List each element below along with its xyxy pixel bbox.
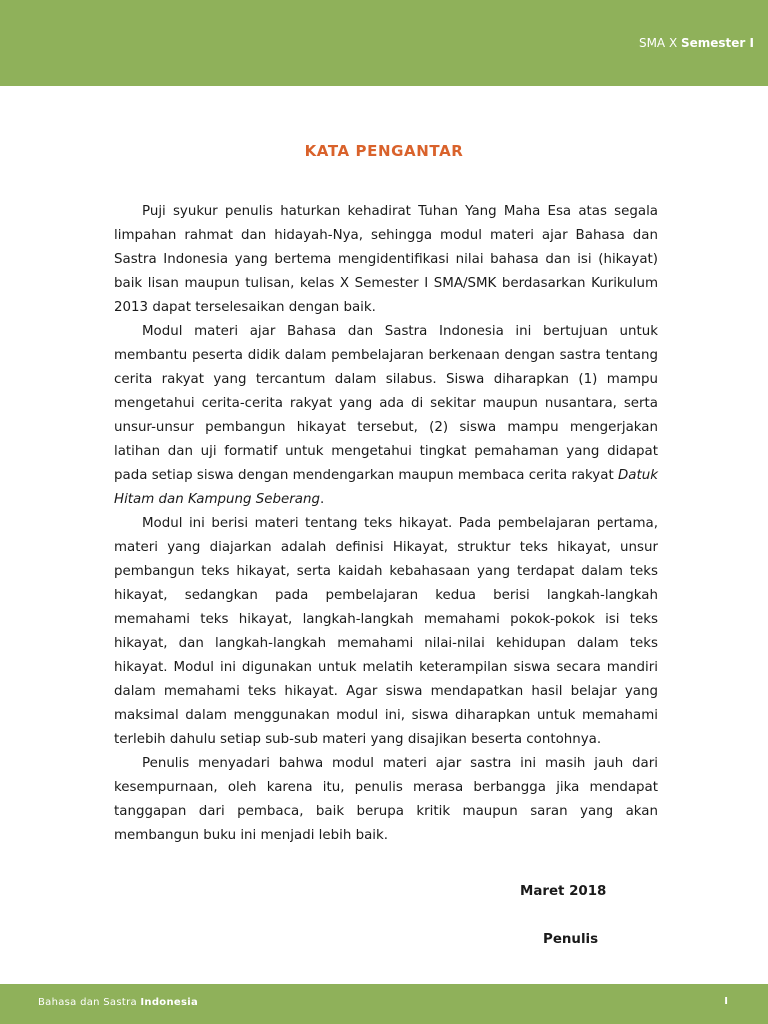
paragraph-text: . <box>319 492 325 507</box>
paragraph: Modul ini berisi materi tentang teks hikayat. Pada pembelajaran pertama, materi yang diajarkan adalah definisi Hikayat, struktur teks hikayat, unsur pembangun teks hikayat, serta kaidah kebahasaan yang terdapat dalam teks hikayat, sedangkan pada pembelajaran kedua berisi langkah-langkah memahami teks hikayat, langkah-langkah memahami pokok-pokok isi teks hikayat, dan langkah-langkah memahami nilai-nilai kehidupan dalam teks hikayat. Modul ini digunakan untuk melatih keterampilan siswa secara mandiri dalam memahami teks hikayat. Agar siswa mendapatkan hasil belajar yang maksimal dalam menggunakan modul ini, siswa diharapkan untuk memahami terlebih dahulu setiap sub-sub materi yang disajikan beserta contohnya. <box>114 516 658 747</box>
page-number: I <box>724 996 728 1007</box>
paragraph-text: Modul materi ajar Bahasa dan Sastra Indonesia ini bertujuan untuk membantu peserta didik dalam pembelajaran berkenaan dengan sastra tentang cerita rakyat yang tercantum dalam silabus. Siswa diharapkan (1) mampu mengetahui cerita-cerita rakyat yang ada di sekitar maupun nusantara, serta unsur-unsur pembangun hikayat tersebut, (2) siswa mampu mengerjakan latihan dan uji formatif untuk mengetahui tingkat pemahaman yang didapat pada setiap siswa dengan mendengarkan maupun membaca cerita rakyat <box>114 324 658 483</box>
paragraph: Penulis menyadari bahwa modul materi ajar sastra ini masih jauh dari kesempurnaan, oleh karena itu, penulis merasa berbangga jika mendapat tanggapan dari pembaca, baik berupa kritik maupun saran yang akan membangun buku ini menjadi lebih baik. <box>114 756 658 843</box>
paragraph: Puji syukur penulis haturkan kehadirat Tuhan Yang Maha Esa atas segala limpahan rahmat dan hidayah-Nya, sehingga modul materi ajar Bahasa dan Sastra Indonesia yang bertema mengidentifikasi nilai bahasa dan isi (hikayat) baik lisan maupun tulisan, kelas X Semester I SMA/SMK berdasarkan Kurikulum 2013 dapat terselesaikan dengan baik. <box>114 204 658 315</box>
document-body <box>114 200 658 848</box>
footer-bold: Indonesia <box>140 997 198 1008</box>
header-semester: Semester I <box>680 36 754 50</box>
header-label <box>639 36 754 50</box>
signature-name: Penulis <box>543 932 599 947</box>
footer-subject <box>38 997 198 1008</box>
header-prefix: SMA X <box>638 36 681 50</box>
date-line: Maret 2018 <box>520 884 607 899</box>
header-bar <box>0 0 768 86</box>
footer-bar <box>0 984 768 1024</box>
story-title: Datuk Hitam dan Kampung Seberang <box>114 468 658 507</box>
footer-prefix: Bahasa dan Sastra <box>38 997 141 1008</box>
paragraph <box>114 320 658 512</box>
page-title: KATA PENGANTAR <box>304 142 464 160</box>
